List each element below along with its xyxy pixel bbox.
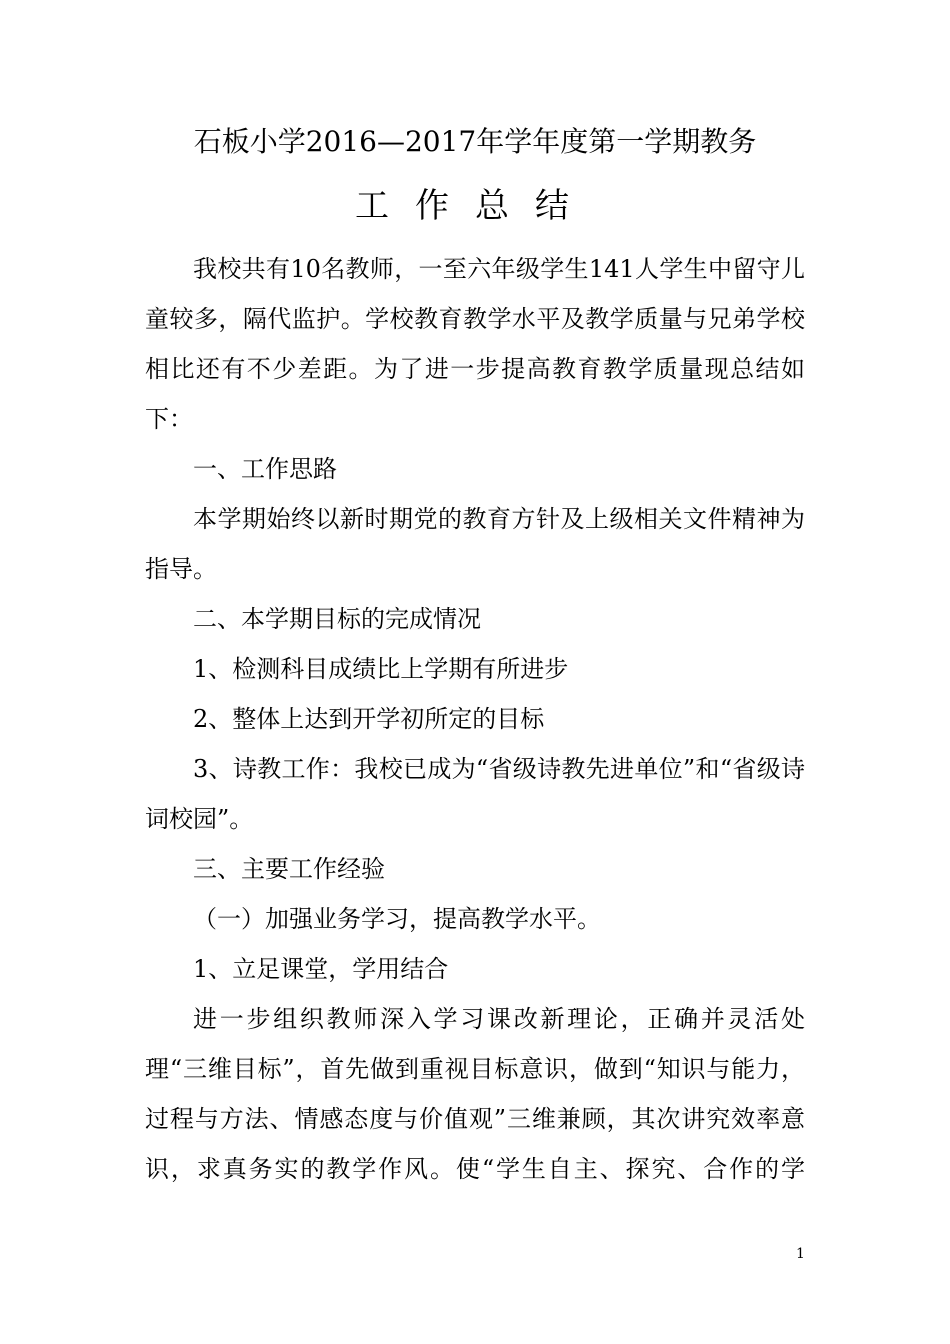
list-item-goal-2: 2、整体上达到开学初所定的目标 — [193, 705, 545, 733]
page-number: 1 — [796, 1246, 805, 1262]
section-heading-goal-completion: 二、本学期目标的完成情况 — [193, 605, 481, 633]
subsection-item-classroom: 1、立足课堂，学用结合 — [193, 955, 449, 983]
list-item-goal-1: 1、检测科目成绩比上学期有所进步 — [193, 655, 569, 683]
document-title-line1: 石板小学2016—2017年学年度第一学期教务 — [193, 125, 757, 158]
list-item-goal-3: 3、诗教工作：我校已成为“省级诗教先进单位”和“省级诗词校园”。 — [145, 755, 805, 833]
document-body — [145, 244, 805, 1194]
paragraph-work-approach: 本学期始终以新时期党的教育方针及上级相关文件精神为指导。 — [145, 505, 805, 583]
paragraph-intro: 我校共有10名教师，一至六年级学生141人学生中留守儿童较多，隔代监护。学校教育教学水平及教学质量与兄弟学校相比还有不少差距。为了进一步提高教育教学质量现总结如下： — [145, 255, 805, 433]
subsection-heading-study: （一）加强业务学习，提高教学水平。 — [193, 905, 601, 933]
section-heading-work-approach: 一、工作思路 — [193, 455, 337, 483]
paragraph-classroom: 进一步组织教师深入学习课改新理论，正确并灵活处理“三维目标”，首先做到重视目标意识，做到“知识与能力，过程与方法、情感态度与价值观”三维兼顾，其次讲究效率意识，求真务实的教学作风。使“学生自主、探究、合作的学 — [145, 1005, 805, 1183]
section-heading-experience: 三、主要工作经验 — [193, 855, 385, 883]
document-title-line2: 工作总结 — [355, 186, 595, 226]
